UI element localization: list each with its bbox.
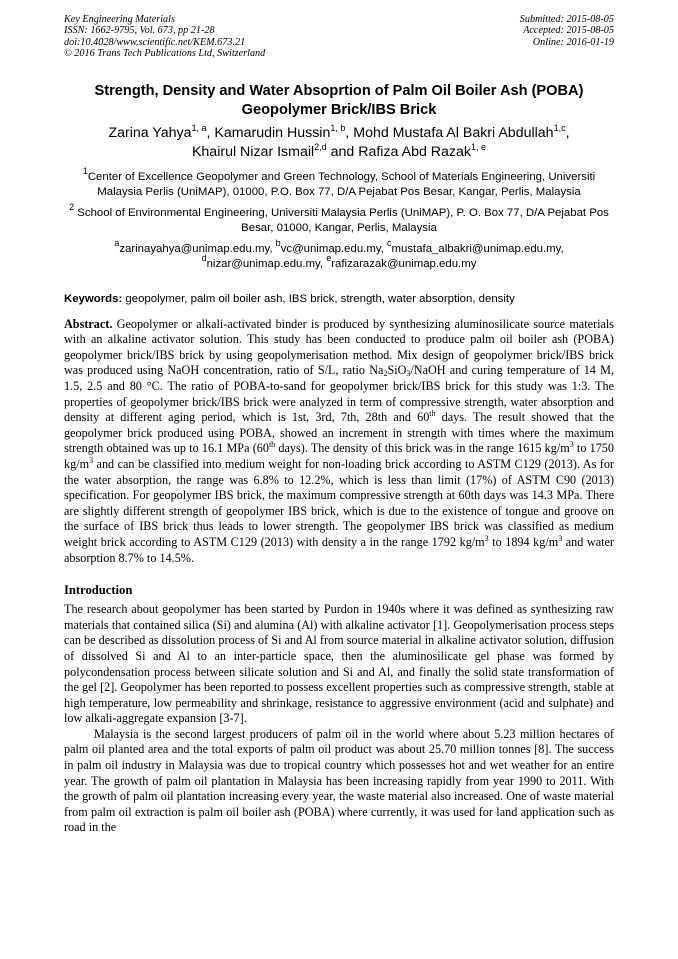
abstract-text: and can be classified into medium weight for non-loading brick according to ASTM C129 (2013). As for the water absorption, the range was 6.8% to 12.2%, which is less than limit (17%) of ASTM C90 (2013) specification. For geopolymer IBS brick, the maximum compressive strength at 60th days was 14.3 MPa. There are slightly different strength of geopolymer IBS brick, which is due to the existence of tongue and groove on the surface of IBS brick thus leads to lower strength. The geopolymer IBS brick was classified as medium weight brick according to ASTM C129 (2013) with density a in the range 1792 kg/m <box>64 456 614 549</box>
abstract-text: and water absorption 8.7% to 14.5%. <box>64 534 614 565</box>
author-separator: , <box>565 124 570 141</box>
abstract-text: SiO <box>387 363 407 378</box>
affiliation-text: School of Environmental Engineering, Universiti Malaysia Perlis (UniMAP), P. O. Box 77, D/A Pejabat Pos Besar, 01000, Kangar, Perlis, Malaysia <box>74 206 609 234</box>
email-mark: d <box>201 252 207 263</box>
author-affiliation-mark: 1, e <box>471 141 487 152</box>
author-separator: , <box>345 124 354 141</box>
author-name: Kamarudin Hussin <box>214 124 331 141</box>
author-affiliation-mark: 1, a <box>191 122 207 133</box>
author-separator: and <box>326 143 359 160</box>
journal-copyright: © 2016 Trans Tech Publications Ltd, Switzerland <box>64 48 266 60</box>
submitted-date: Submitted: 2015-08-05 <box>519 14 614 25</box>
superscript: 3 <box>484 533 489 543</box>
email-address[interactable]: nizar@unimap.edu.my <box>206 257 320 270</box>
keywords <box>64 292 614 307</box>
superscript: 3 <box>558 533 563 543</box>
superscript: 3 <box>89 455 94 465</box>
affiliation-2 <box>64 201 614 236</box>
email-address[interactable]: rafizarazak@unimap.edu.my <box>331 257 477 270</box>
abstract-text: /NaOH and curing temperature of 14 M, 1.5, 2.5 and 80 °C. The ratio of POBA-to-sand for geopolymer brick/IBS brick for this study was 1:3. The properties of geopolymer brick/IBS brick were analyzed in term of compressive strength, water absorption and density at different aging period, which is 1st, 3rd, 7th, 28th and 60 <box>64 363 614 425</box>
author-name: Khairul Nizar Ismail <box>191 143 315 160</box>
introduction-paragraph-2: Malaysia is the second largest producers of palm oil in the world where about 5.23 million hectares of palm oil planted area and the total exports of palm oil product was about 25.70 million tonnes [8]. The success in palm oil industry in Malaysia was due to tropical country which possesses hot and wet weather for an entire year. The growth of palm oil plantation in Malaysia has been increasing rapidly from year 1990 to 2011. With the growth of palm oil plantation increasing every year, the waste material also increased. One of waste material from palm oil extraction is palm oil boiler ash (POBA) where currently, it was used for land application such as road in the <box>64 726 614 835</box>
abstract-text: to 1894 kg/m <box>488 534 559 549</box>
author-name: Zarina Yahya <box>108 124 192 141</box>
journal-header <box>64 14 614 60</box>
email-address[interactable]: zarinayahya@unimap.edu.my <box>119 242 270 255</box>
superscript: th <box>429 409 436 419</box>
abstract-label: Abstract. <box>64 316 113 331</box>
abstract-text: days. The result showed that the geopolymer brick produced using POBA, showed an increment in strength with times where the maximum strength obtained was up to 16.1 MPa (60 <box>64 410 614 456</box>
journal-name: Key Engineering Materials <box>64 14 175 25</box>
journal-issn: ISSN: 1662-9795, Vol. 673, pp 21-28 <box>64 25 215 37</box>
email-mark: a <box>114 237 120 248</box>
email-separator: , <box>269 242 276 255</box>
author-affiliation-mark: 1, b <box>330 122 346 133</box>
subscript: 3 <box>406 369 411 379</box>
author-list <box>64 124 614 162</box>
author-separator: , <box>206 124 215 141</box>
affiliation-mark: 1 <box>82 165 88 176</box>
introduction-heading: Introduction <box>64 583 133 598</box>
email-separator: , <box>380 242 388 255</box>
superscript: th <box>268 440 276 450</box>
keywords-label: Keywords: <box>64 292 123 305</box>
superscript: 3 <box>569 440 574 450</box>
email-mark: c <box>387 237 392 248</box>
online-date: Online: 2016-01-19 <box>532 36 614 48</box>
abstract-text: days). The density of this brick was in the range 1615 kg/m <box>275 441 570 456</box>
email-mark: e <box>326 252 332 263</box>
introduction-paragraph-1: The research about geopolymer has been started by Purdon in 1940s where it was defined as synthesizing raw materials that contained silica (Si) and alumina (Al) with alkaline activator [1]. Geopolymerisation process steps can be described as dissolution process of Si and Al from source material in alkaline activator solution, diffusion of dissolved Si and Al to an inter-particle space, then the aluminosilicate gel phase was formed by polycondensation process between silicate solution and Si and Al, and finally the solid state transformation of the gel [2]. Geopolymer has been reported to possess excellent properties such as compressive strength, stable at high temperature, low permeability and shrinkage, resistance to aggressive environment (acid and sulphate) and low alkali-aggregate expansion [3-7]. <box>64 602 614 726</box>
email-separator: , <box>319 257 327 270</box>
affiliation-text: Center of Excellence Geopolymer and Green Technology, School of Materials Engineering, Universiti Malaysia Perlis (UniMAP), 01000, P.O. Box 77, D/A Pejabat Pos Besar, Kangar, Perlis, Malaysia <box>87 170 596 198</box>
author-affiliation-mark: 2,d <box>314 141 327 152</box>
accepted-date: Accepted: 2015-08-05 <box>523 25 614 37</box>
email-separator: , <box>560 242 564 255</box>
abstract-text: Geopolymer or alkali-activated binder is produced by synthesizing aluminosilicate source materials with an alkaline activator solution. This study has been conducted to produce palm oil boiler ash (POBA) geopolymer brick/IBS brick by using geopolymerisation method. Mix design of geopolymer brick/IBS brick was produced using NaOH concentration, ratio of S/L, ratio Na <box>64 316 614 378</box>
email-address[interactable]: vc@unimap.edu.my <box>280 242 381 255</box>
publication-dates <box>520 14 614 60</box>
author-affiliation-mark: 1,c <box>553 122 566 133</box>
author-emails <box>64 237 614 272</box>
journal-doi: doi:10.4028/www.scientific.net/KEM.673.21 <box>64 36 246 48</box>
affiliation-1 <box>64 165 614 200</box>
journal-info <box>64 14 265 60</box>
keywords-text: geopolymer, palm oil boiler ash, IBS brick, strength, water absorption, density <box>122 292 515 305</box>
abstract <box>64 317 614 567</box>
email-mark: b <box>275 237 281 248</box>
subscript: 2 <box>383 369 388 379</box>
affiliation-mark: 2 <box>69 201 75 212</box>
paper-title: Strength, Density and Water Absoprtion of Palm Oil Boiler Ash (POBA) Geopolymer Brick/IBS Brick <box>94 82 584 118</box>
abstract-text: to 1750 kg/m <box>64 441 614 471</box>
author-name: Mohd Mustafa Al Bakri Abdullah <box>353 124 554 141</box>
author-name: Rafiza Abd Razak <box>358 143 472 160</box>
email-address[interactable]: mustafa_albakri@unimap.edu.my <box>391 242 561 255</box>
